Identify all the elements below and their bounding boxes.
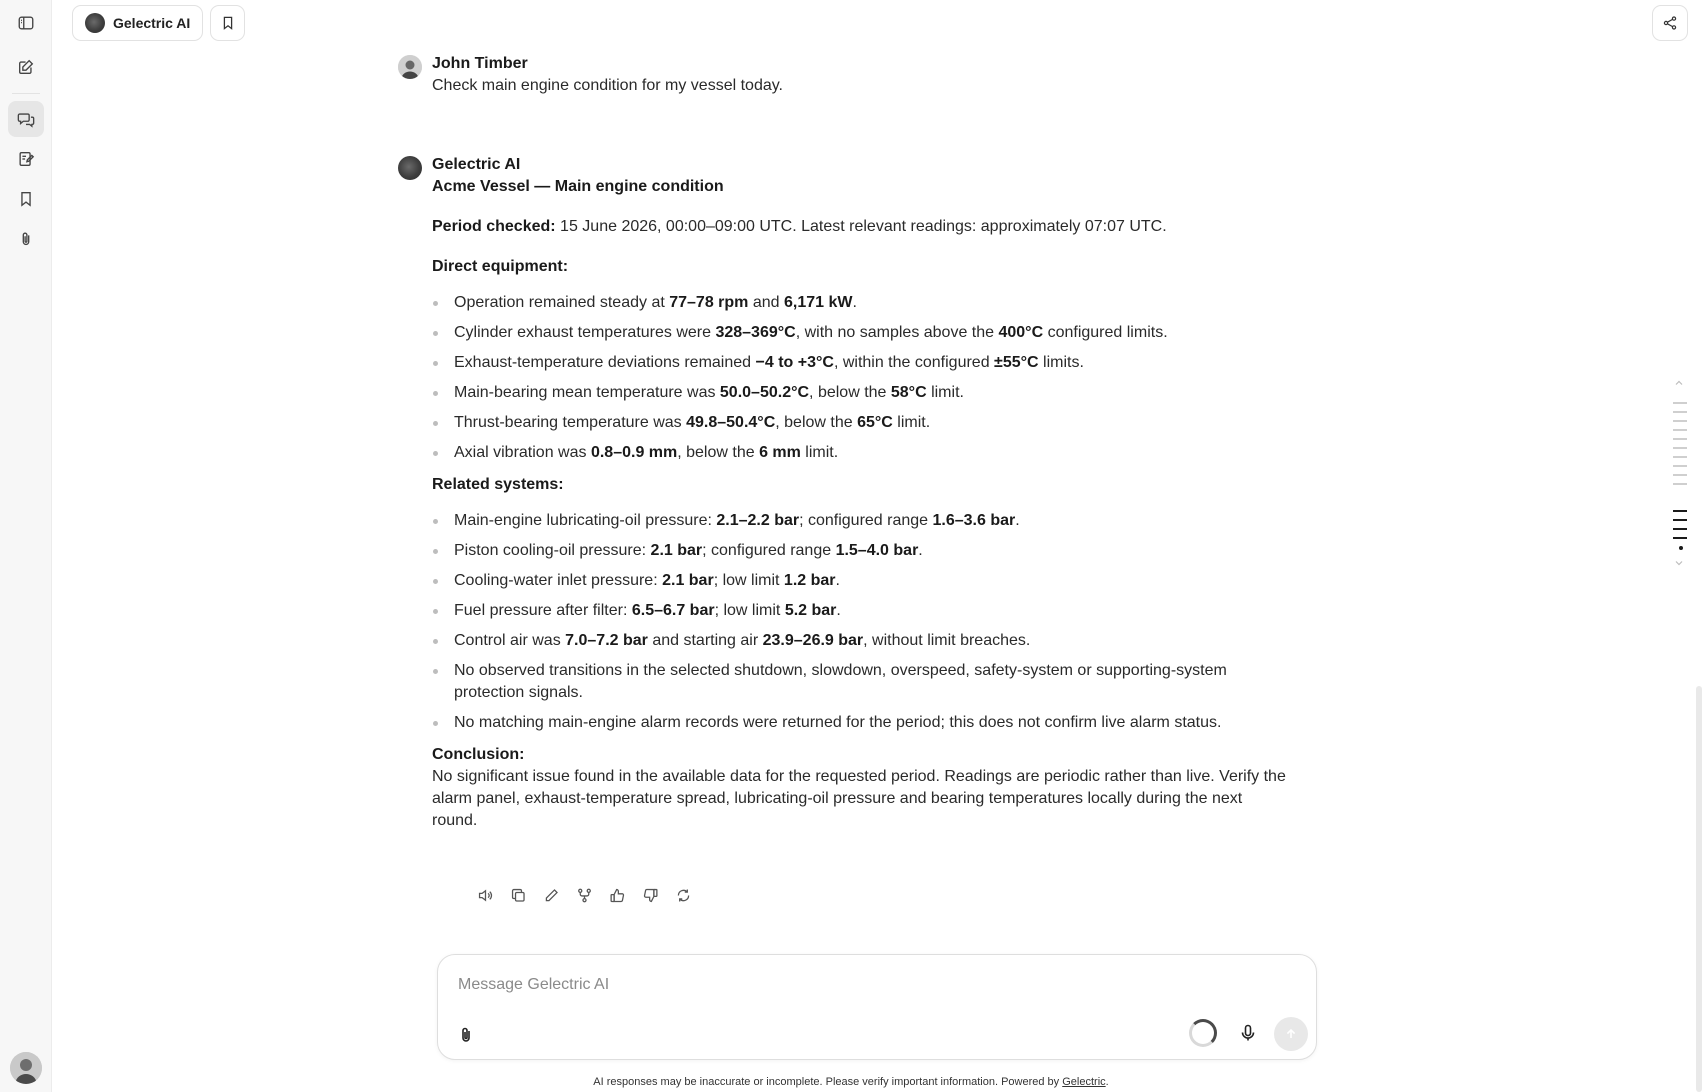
branch-icon[interactable]	[573, 884, 595, 906]
arrow-up-icon	[1283, 1026, 1299, 1042]
minimap-tick[interactable]	[1673, 465, 1687, 467]
bold-value: 5.2 bar	[784, 602, 837, 619]
list-item: Operation remained steady at 77–78 rpm and 6,171 kW.	[432, 292, 1292, 314]
notebook-icon[interactable]	[8, 141, 44, 177]
scrollbar-thumb[interactable]	[1696, 686, 1702, 1092]
left-rail	[0, 0, 52, 1092]
list-item: No observed transitions in the selected shutdown, slowdown, overspeed, safety-system or supporting-system protection signals.	[432, 660, 1292, 704]
conversation-minimap[interactable]	[1670, 378, 1688, 578]
period-label: Period checked:	[432, 218, 556, 235]
list-item: Thrust-bearing temperature was 49.8–50.4°C, below the 65°C limit.	[432, 412, 1292, 434]
minimap-tick[interactable]	[1673, 447, 1687, 449]
message-composer	[437, 954, 1317, 1060]
bold-value: 58°C	[890, 384, 927, 401]
direct-equipment-list	[432, 292, 1292, 464]
minimap-tick[interactable]	[1673, 456, 1687, 458]
gelectric-logo-icon	[398, 156, 422, 180]
regenerate-icon[interactable]	[672, 884, 694, 906]
related-systems-list	[432, 510, 1292, 734]
minimap-tick[interactable]	[1673, 474, 1687, 476]
related-systems-heading: Related systems:	[432, 476, 564, 493]
bold-value: 1.2 bar	[783, 572, 836, 589]
message-actions	[474, 884, 694, 906]
user-message-text: Check main engine condition for my vessel today.	[432, 77, 783, 94]
ai-name: Gelectric AI	[432, 156, 521, 173]
edit-icon[interactable]	[540, 884, 562, 906]
bold-value: 2.1 bar	[650, 542, 703, 559]
list-item: Cooling-water inlet pressure: 2.1 bar; low limit 1.2 bar.	[432, 570, 1292, 592]
bold-value: 7.0–7.2 bar	[565, 632, 648, 649]
list-item: Main-bearing mean temperature was 50.0–50.2°C, below the 58°C limit.	[432, 382, 1292, 404]
user-avatar	[398, 55, 422, 79]
period-text: 15 June 2026, 00:00–09:00 UTC. Latest relevant readings: approximately 07:07 UTC.	[555, 218, 1167, 235]
attach-button[interactable]	[452, 1021, 480, 1049]
bold-value: 50.0–50.2°C	[719, 384, 810, 401]
bookmark-button[interactable]	[210, 5, 245, 41]
microphone-button[interactable]	[1234, 1019, 1262, 1047]
response-title: Acme Vessel — Main engine condition	[432, 178, 724, 195]
bold-value: 0.8–0.9 mm	[590, 444, 678, 461]
footer-disclaimer	[0, 1076, 1702, 1088]
bold-value: 23.9–26.9 bar	[762, 632, 864, 649]
user-message	[432, 53, 1292, 97]
share-button[interactable]	[1652, 5, 1688, 41]
list-item: No matching main-engine alarm records were returned for the period; this does not confirm live alarm status.	[432, 712, 1292, 734]
microphone-icon	[1238, 1023, 1258, 1043]
bold-value: 2.1–2.2 bar	[716, 512, 800, 529]
bold-value: 1.5–4.0 bar	[835, 542, 919, 559]
thumbs-down-icon[interactable]	[639, 884, 661, 906]
conclusion-text: No significant issue found in the available data for the requested period. Readings are periodic rather than live. Verify the alarm panel, exhaust-temperature spread, lubricating-oil pressure and bearing temperatures locally during the next round.	[432, 768, 1286, 829]
sidebar-toggle-icon[interactable]	[8, 5, 44, 41]
period-checked	[432, 216, 1292, 238]
copy-icon[interactable]	[507, 884, 529, 906]
list-item: Fuel pressure after filter: 6.5–6.7 bar; low limit 5.2 bar.	[432, 600, 1292, 622]
minimap-tick[interactable]	[1673, 402, 1687, 404]
attachment-icon[interactable]	[8, 221, 44, 257]
disclaimer-end: .	[1105, 1076, 1109, 1088]
message-input[interactable]	[458, 969, 1278, 1001]
conclusion-heading: Conclusion:	[432, 746, 525, 763]
minimap-tick-active[interactable]	[1673, 528, 1687, 530]
paperclip-icon	[456, 1025, 476, 1045]
bold-value: 400°C	[998, 324, 1044, 341]
bold-value: 2.1 bar	[662, 572, 714, 589]
minimap-tick[interactable]	[1673, 420, 1687, 422]
chevron-down-icon[interactable]	[1674, 558, 1684, 568]
chats-icon[interactable]	[8, 101, 44, 137]
minimap-tick-active[interactable]	[1673, 510, 1687, 512]
bold-value: 328–369°C	[715, 324, 796, 341]
list-item: Axial vibration was 0.8–0.9 mm, below the 6 mm limit.	[432, 442, 1292, 464]
minimap-tick[interactable]	[1673, 483, 1687, 485]
gelectric-link[interactable]: Gelectric	[1062, 1076, 1106, 1088]
minimap-tick[interactable]	[1673, 411, 1687, 413]
bold-value: 6.5–6.7 bar	[631, 602, 715, 619]
loading-spinner-icon	[1189, 1019, 1217, 1047]
minimap-tick-active[interactable]	[1673, 537, 1687, 539]
user-name: John Timber	[432, 55, 528, 72]
bold-value: 77–78 rpm	[669, 294, 749, 311]
new-chat-icon[interactable]	[8, 49, 44, 85]
bold-value: 49.8–50.4°C	[686, 414, 776, 431]
list-item: Exhaust-temperature deviations remained −4 to +3°C, within the configured ±55°C limits.	[432, 352, 1292, 374]
list-item: Cylinder exhaust temperatures were 328–369°C, with no samples above the 400°C configured limits.	[432, 322, 1292, 344]
minimap-current-dot	[1679, 546, 1683, 550]
bookmark-icon	[220, 15, 236, 31]
gelectric-logo-icon	[85, 13, 105, 33]
thumbs-up-icon[interactable]	[606, 884, 628, 906]
minimap-tick-active[interactable]	[1673, 519, 1687, 521]
agent-name: Gelectric AI	[113, 15, 191, 31]
read-aloud-icon[interactable]	[474, 884, 496, 906]
bold-value: 6 mm	[759, 444, 801, 461]
ai-message	[432, 154, 1292, 832]
bold-value: −4 to +3°C	[755, 354, 834, 371]
rail-divider	[12, 93, 40, 94]
bold-value: 6,171 kW	[784, 294, 853, 311]
minimap-tick[interactable]	[1673, 438, 1687, 440]
send-button[interactable]	[1274, 1017, 1308, 1051]
minimap-tick[interactable]	[1673, 429, 1687, 431]
bold-value: 1.6–3.6 bar	[932, 512, 1016, 529]
list-item: Piston cooling-oil pressure: 2.1 bar; configured range 1.5–4.0 bar.	[432, 540, 1292, 562]
disclaimer-text: AI responses may be inaccurate or incomplete. Please verify important information. Powered by	[593, 1076, 1063, 1088]
chevron-up-icon[interactable]	[1674, 378, 1684, 388]
agent-selector[interactable]	[72, 5, 203, 41]
direct-equipment-heading: Direct equipment:	[432, 258, 569, 275]
bookmark-icon[interactable]	[8, 181, 44, 217]
bold-value: 65°C	[857, 414, 893, 431]
list-item: Control air was 7.0–7.2 bar and starting air 23.9–26.9 bar, without limit breaches.	[432, 630, 1292, 652]
list-item: Main-engine lubricating-oil pressure: 2.1–2.2 bar; configured range 1.6–3.6 bar.	[432, 510, 1292, 532]
bold-value: ±55°C	[994, 354, 1039, 371]
ai-response	[432, 176, 1292, 832]
share-icon	[1662, 15, 1678, 31]
